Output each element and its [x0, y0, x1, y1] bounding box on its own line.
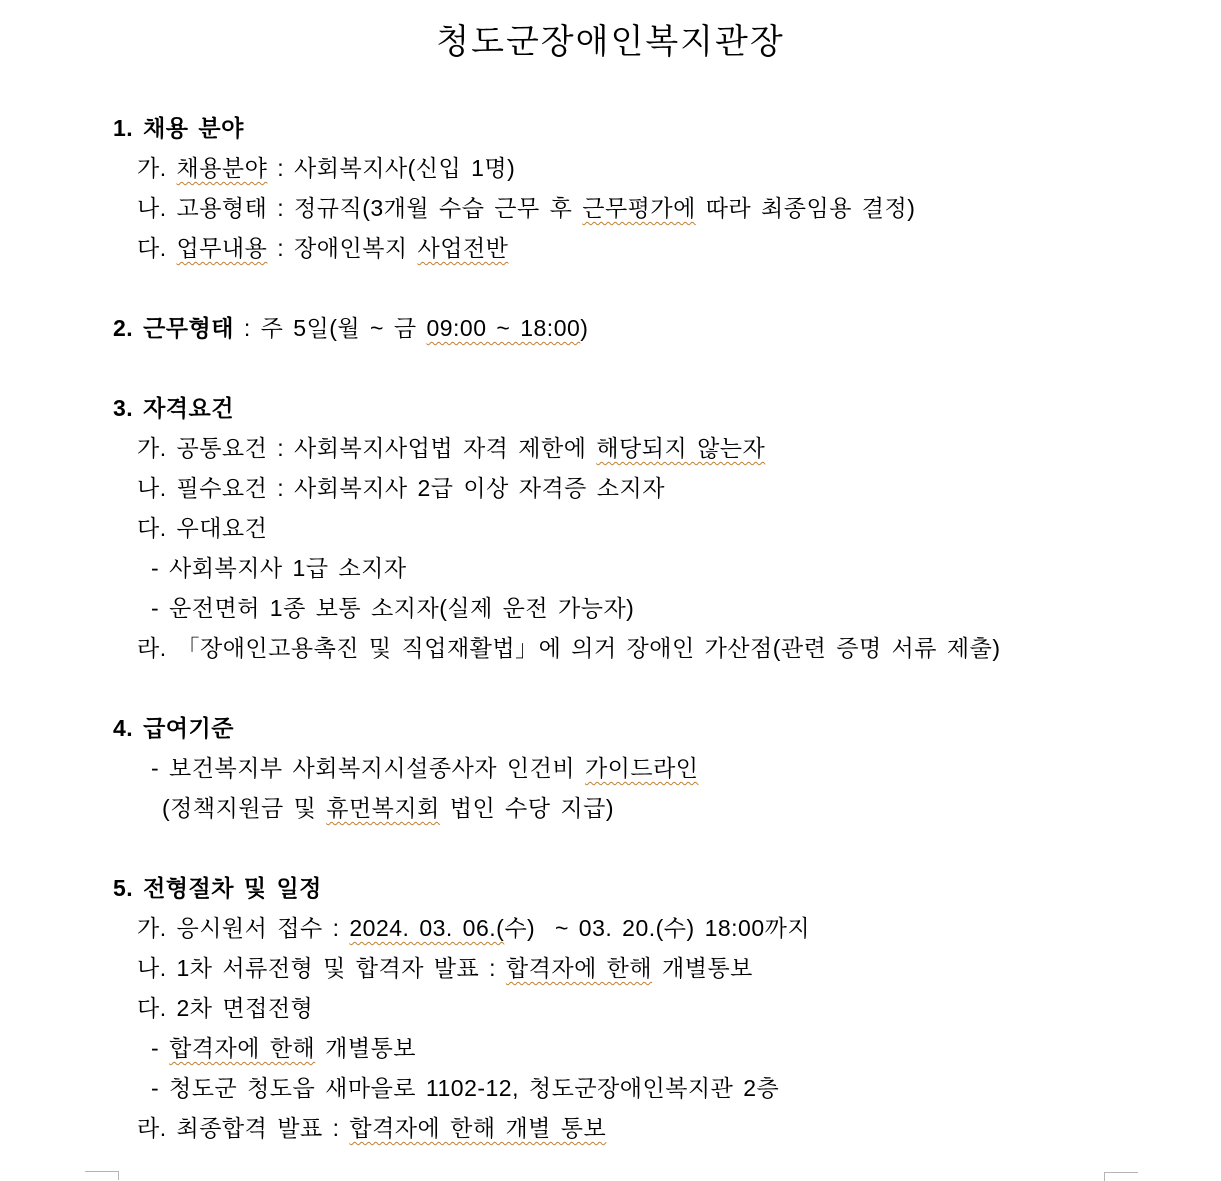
- item-text: 다. 2차 면접전형: [137, 995, 314, 1021]
- heading-text: 4. 급여기준: [113, 715, 234, 741]
- item-text: 다. 우대요건: [137, 515, 268, 541]
- heading-text: 5. 전형절차 및 일정: [113, 875, 322, 901]
- spellcheck-underlined-text: 근무평가에: [582, 195, 696, 221]
- document-page: [0, 20, 1221, 1178]
- item-text: - 청도군 청도읍 새마을로 1102-12, 청도군장애인복지관 2층: [151, 1075, 780, 1101]
- spellcheck-underlined-text: 09:00 ~ 18:00: [426, 315, 581, 341]
- item-text: 개별통보: [652, 955, 753, 981]
- list-item: [0, 948, 1221, 988]
- heading-text: 3. 자격요건: [113, 395, 234, 421]
- list-item: [0, 148, 1221, 188]
- dash-list-item: [0, 1068, 1221, 1108]
- spellcheck-underlined-text: 합격자에 한해 개별 통보: [349, 1115, 607, 1141]
- dash-list-item: [0, 1028, 1221, 1068]
- section-qualifications: [0, 388, 1221, 668]
- list-item: [0, 188, 1221, 228]
- section-salary: [0, 708, 1221, 828]
- section-work-schedule: [0, 308, 1221, 348]
- dash-list-item: [0, 548, 1221, 588]
- item-text: 나. 1차 서류전형 및 합격자 발표 :: [137, 955, 506, 981]
- section-heading: [0, 108, 1221, 148]
- item-text: 개별통보: [315, 1035, 417, 1061]
- spellcheck-underlined-text: 해당되지 않는자: [596, 435, 766, 461]
- item-text: - 운전면허 1종 보통 소지자(실제 운전 가능자): [151, 595, 635, 621]
- item-text: 나. 필수요건 : 사회복지사 2급 이상 자격증 소지자: [137, 475, 665, 501]
- dash-list-item: [0, 588, 1221, 628]
- item-text: 라. 「장애인고용촉진 및 직업재활법」에 의거 장애인 가산점(관련 증명 서류 제출): [137, 635, 1001, 661]
- item-text: : 주 5일(월 ~ 금: [233, 315, 427, 341]
- list-item: [0, 468, 1221, 508]
- spellcheck-underlined-text: 합격자에 한해: [169, 1035, 316, 1061]
- list-item: [0, 988, 1221, 1028]
- section-heading: [0, 308, 1221, 348]
- list-item: [0, 908, 1221, 948]
- item-text: 가.: [137, 155, 177, 181]
- item-text: ): [580, 315, 589, 341]
- document-title: 청도군장애인복지관장: [436, 23, 785, 61]
- spellcheck-underlined-text: 채용분야: [176, 155, 268, 181]
- spellcheck-underlined-text: 가이드라인: [584, 755, 699, 781]
- heading-text: 2. 근무형태: [113, 315, 234, 341]
- list-item: [0, 1108, 1221, 1148]
- spellcheck-underlined-text: 2024. 03. 06.(: [349, 915, 505, 941]
- item-text: 라. 최종합격 발표 :: [137, 1115, 350, 1141]
- item-text: 다.: [137, 235, 177, 261]
- page-margin-corner-right: [1104, 1172, 1138, 1181]
- list-item: [0, 228, 1221, 268]
- section-selection-process: [0, 868, 1221, 1148]
- list-item: [0, 508, 1221, 548]
- section-heading: [0, 388, 1221, 428]
- list-item: [0, 428, 1221, 468]
- continuation-line: [0, 788, 1221, 828]
- spellcheck-underlined-text: 업무내용: [176, 235, 268, 261]
- heading-text: 1. 채용 분야: [113, 115, 244, 141]
- item-text: 수) ~ 03. 20.(수) 18:00까지: [504, 915, 811, 941]
- item-text: : 사회복지사(신입 1명): [267, 155, 516, 181]
- item-text: (정책지원금 및: [162, 795, 327, 821]
- dash-list-item: [0, 748, 1221, 788]
- item-text: 법인 수당 지급): [439, 795, 614, 821]
- section-recruitment-field: [0, 108, 1221, 268]
- item-text: - 사회복지사 1급 소지자: [151, 555, 407, 581]
- spellcheck-underlined-text: 사업전반: [417, 235, 509, 261]
- list-item: [0, 628, 1221, 668]
- item-text: 가. 공통요건 : 사회복지사업법 자격 제한에: [137, 435, 597, 461]
- page-margin-corner-left: [85, 1171, 119, 1180]
- item-text: 가. 응시원서 접수 :: [137, 915, 350, 941]
- spellcheck-underlined-text: 휴먼복지회: [326, 795, 440, 821]
- section-heading: [0, 868, 1221, 908]
- item-text: 따라 최종임용 결정): [695, 195, 916, 221]
- item-text: 나. 고용형태 : 정규직(3개월 수습 근무 후: [137, 195, 583, 221]
- item-text: - 보건복지부 사회복지시설종사자 인건비: [151, 755, 585, 781]
- item-text: -: [151, 1035, 170, 1061]
- item-text: : 장애인복지: [267, 235, 418, 261]
- spellcheck-underlined-text: 합격자에 한해: [505, 955, 653, 981]
- section-heading: [0, 708, 1221, 748]
